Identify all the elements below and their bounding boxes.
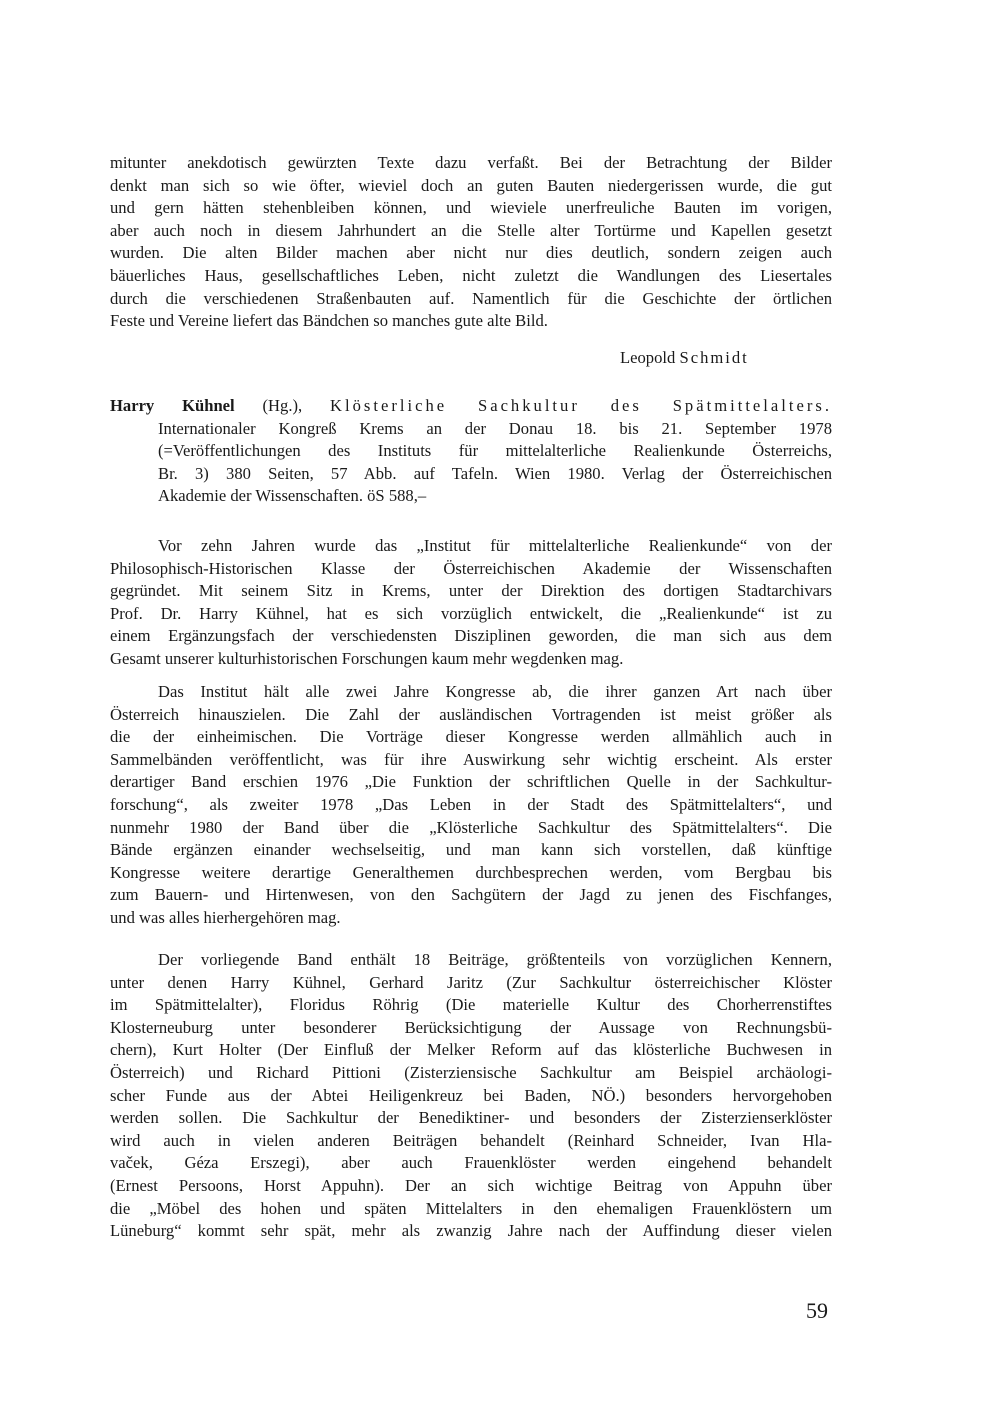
- text-line: zum Bauern- und Hirtenwesen, von den Sachgütern der Jagd zu jenen des Fischfanges,: [110, 885, 832, 905]
- signature-first-name: Leopold: [620, 348, 676, 367]
- text-line: (Ernest Persoons, Horst Appuhn). Der an sich wichtige Beitrag von Appuhn über: [110, 1175, 832, 1195]
- reference-title: Klösterliche Sachkultur des Spätmittelalters.: [330, 396, 832, 415]
- text-line: scher Funde aus der Abtei Heiligenkreuz bei Baden, NÖ.) besonders hervorgehoben: [110, 1085, 832, 1105]
- text-line: denkt man sich so wie öfter, wieviel doch an guten Bauten niedergerissen wurde, die gut: [110, 175, 832, 195]
- text-line: Kongresse weitere derartige Generalthemen durchbesprechen werden, vom Bergbau bis: [110, 862, 832, 882]
- text-line: Österreich) und Richard Pittioni (Zisterziensische Sachkultur am Beispiel archäologi-: [110, 1062, 832, 1082]
- review-closing-paragraph: [110, 152, 832, 333]
- text-line: und was alles hierhergehören mag.: [110, 907, 341, 927]
- text-line: im Spätmittelalter), Floridus Röhrig (Die materielle Kultur des Chorherrenstiftes: [110, 995, 832, 1015]
- signature-last-name: Schmidt: [679, 348, 749, 367]
- text-line: die „Möbel des hohen und späten Mittelalters in den ehemaligen Frauenklöstern um: [110, 1198, 832, 1218]
- text-line: wird auch in vielen anderen Beiträgen behandelt (Reinhard Schneider, Ivan Hla-: [110, 1130, 832, 1150]
- text-line: und gern hätten stehenbleiben können, und wieviele unerfreuliche Bauten im vorigen,: [110, 198, 832, 218]
- text-line: Vor zehn Jahren wurde das „Institut für mittelalterliche Realienkunde“ von der: [158, 536, 832, 555]
- text-line: Br. 3) 380 Seiten, 57 Abb. auf Tafeln. Wien 1980. Verlag der Österreichischen: [158, 463, 832, 483]
- text-line: durch die verschiedenen Straßenbauten auf. Namentlich für die Geschichte der örtlichen: [110, 288, 832, 308]
- text-line: Sammelbänden veröffentlicht, was für ihre Auswirkung sehr wichtig erscheint. Als erster: [110, 749, 832, 769]
- text-line: Akademie der Wissenschaften. öS 588,–: [158, 486, 427, 506]
- reference-heading: [110, 395, 832, 418]
- text-line: chern), Kurt Holter (Der Einfluß der Melker Reform auf das klösterliche Buchwesen in: [110, 1040, 832, 1060]
- text-line: einem Ergänzungsfach der verschiedensten Disziplinen geworden, die man sich aus dem: [110, 626, 832, 646]
- text-line: werden sollen. Die Sachkultur der Benediktiner- und besonders der Zisterzienserklöster: [110, 1108, 832, 1128]
- text-line: derartiger Band erschien 1976 „Die Funktion der schriftlichen Quelle in der Sachkultur-: [110, 772, 832, 792]
- text-line: Bände ergänzen einander wechselseitig, und man kann sich vorstellen, daß künftige: [110, 840, 832, 860]
- text-line: aber auch noch in diesem Jahrhundert an die Stelle alter Tortürme und Kapellen gesetzt: [110, 220, 832, 240]
- text-line: Das Institut hält alle zwei Jahre Kongresse ab, die ihrer ganzen Art nach über: [158, 682, 832, 701]
- reviewer-signature: [620, 348, 749, 368]
- text-line: Gesamt unserer kulturhistorischen Forschungen kaum mehr wegdenken mag.: [110, 648, 624, 668]
- text-line: unter denen Harry Kühnel, Gerhard Jaritz (Zur Sachkultur österreichischer Klöster: [110, 972, 832, 992]
- text-line: Feste und Vereine liefert das Bändchen so manches gute alte Bild.: [110, 311, 548, 331]
- text-line: (=Veröffentlichungen des Instituts für mittelalterliche Realienkunde Österreichs,: [158, 441, 832, 461]
- text-line: Der vorliegende Band enthält 18 Beiträge, größtenteils von vorzüglichen Kennern,: [158, 950, 832, 969]
- text-line: forschung“, als zweiter 1978 „Das Leben in der Stadt des Spätmittelalters“, und: [110, 794, 832, 814]
- text-line: Internationaler Kongreß Krems an der Donau 18. bis 21. September 1978: [158, 418, 832, 438]
- reference-editor-note: (Hg.),: [234, 396, 331, 415]
- paragraph-2: [110, 681, 832, 930]
- text-line: nunmehr 1980 der Band über die „Klösterliche Sachkultur des Spätmittelalters“. Die: [110, 817, 832, 837]
- bibliographic-reference: [110, 395, 832, 508]
- text-line: Österreich hinauszielen. Die Zahl der ausländischen Vortragenden ist meist größer als: [110, 704, 832, 724]
- text-line: Klosterneuburg unter besonderer Berücksichtigung der Aussage von Rechnungsbü-: [110, 1017, 832, 1037]
- text-line: Philosophisch-Historischen Klasse der Österreichischen Akademie der Wissenschaften: [110, 558, 832, 578]
- text-line: Lüneburg“ kommt sehr spät, mehr als zwanzig Jahre nach der Auffindung dieser vielen: [110, 1221, 832, 1241]
- text-line: mitunter anekdotisch gewürzten Texte dazu verfaßt. Bei der Betrachtung der Bilder: [110, 153, 832, 172]
- text-line: Prof. Dr. Harry Kühnel, hat es sich vorzüglich entwickelt, die „Realienkunde“ ist zu: [110, 603, 832, 623]
- page-number: 59: [806, 1298, 828, 1323]
- text-line: gegründet. Mit seinem Sitz in Krems, unter der Direktion des dortigen Stadtarchivars: [110, 581, 832, 601]
- paragraph-1: [110, 535, 832, 671]
- paragraph-3: [110, 949, 832, 1243]
- text-line: bäuerliches Haus, gesellschaftliches Leben, nicht zuletzt die Wandlungen des Liesertales: [110, 265, 832, 285]
- reference-author: Harry Kühnel: [110, 396, 235, 415]
- text-line: die der einheimischen. Die Vorträge dieser Kongresse werden allmählich auch in: [110, 727, 832, 747]
- text-line: wurden. Die alten Bilder machen aber nicht nur dies deutlich, sondern zeigen auch: [110, 243, 832, 263]
- text-line: vaček, Géza Erszegi), aber auch Frauenklöster werden eingehend behandelt: [110, 1153, 832, 1173]
